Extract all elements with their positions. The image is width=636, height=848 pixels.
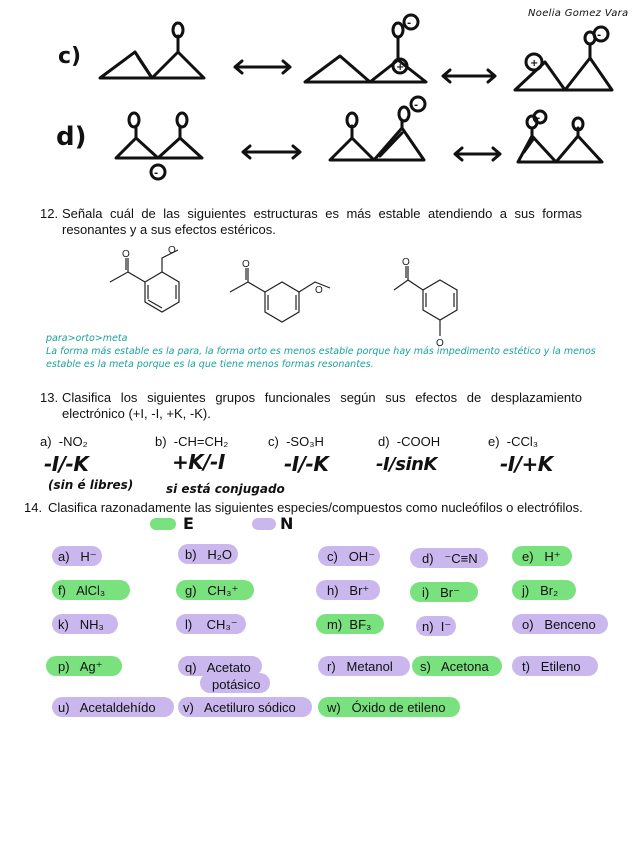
- q13-group-d: d) -COOH: [378, 434, 441, 449]
- item-u: u) Acetaldehído: [58, 700, 156, 715]
- item-j: j) Br₂: [522, 583, 559, 598]
- svg-text:O: O: [436, 338, 444, 349]
- svg-text:-: -: [536, 113, 541, 124]
- item-c: c) OH⁻: [327, 549, 376, 564]
- q13-answer-d: -I/sinK: [376, 454, 437, 475]
- item-e: e) H⁺: [522, 549, 561, 564]
- svg-text:O: O: [402, 257, 410, 268]
- q14-text: Clasifica razonadamente las siguientes especies/compuestos como nucleófilos o electrófilos.: [48, 500, 583, 515]
- svg-text:-: -: [407, 18, 412, 29]
- q13-answer-a: -I/-K: [44, 452, 89, 476]
- q13-text: Clasifica los siguientes grupos funcionales según sus efectos de desplazamiento electrónico (+I, -I, +K, -K).: [62, 390, 582, 421]
- q13-answer-e: -I/+K: [500, 452, 553, 476]
- item-a: a) H⁻: [58, 549, 97, 564]
- q13-group-c: c) -SO₃H: [268, 434, 324, 449]
- item-g: g) CH₃⁺: [185, 583, 239, 598]
- item-f: f) AlCl₃: [58, 583, 106, 598]
- q13-note-a: (sin é libres): [48, 478, 134, 492]
- item-p: p) Ag⁺: [58, 659, 103, 674]
- svg-text:+: +: [396, 62, 405, 73]
- item-i: i) Br⁻: [422, 585, 460, 600]
- svg-text:+: +: [530, 58, 539, 69]
- q13-number: 13.: [40, 390, 59, 405]
- q13-note-b: si está conjugado: [166, 482, 285, 496]
- svg-text:O: O: [315, 285, 323, 296]
- svg-text:O: O: [168, 245, 176, 256]
- q12-text: Señala cuál de las siguientes estructuras es más estable atendiendo a sus formas resonantes y a sus efectos estéricos.: [62, 206, 582, 237]
- item-d: d) ⁻C≡N: [422, 551, 478, 566]
- legend-electrophile-swatch: [150, 518, 176, 530]
- item-w: w) Óxido de etileno: [327, 700, 446, 715]
- legend-nucleophile-swatch: [252, 518, 276, 530]
- item-l: l) CH₃⁻: [185, 617, 238, 632]
- q13-group-b: b) -CH=CH₂: [155, 434, 229, 449]
- svg-text:-: -: [414, 100, 419, 111]
- item-m: m) BF₃: [327, 617, 372, 632]
- svg-text:O: O: [242, 259, 250, 270]
- item-b: b) H₂O: [185, 547, 232, 562]
- item-q: q) Acetato potásico: [185, 660, 261, 692]
- q12-note-1: para>orto>meta: [46, 333, 128, 344]
- svg-text:-: -: [154, 168, 159, 179]
- q13-answer-c: -I/-K: [284, 452, 329, 476]
- item-n: n) I⁻: [422, 619, 452, 634]
- q12-note-2: La forma más estable es la para, la forma orto es menos estable porque hay más impedimento estético y la menos: [46, 346, 596, 357]
- svg-text:O: O: [122, 249, 130, 260]
- item-v: v) Acetiluro sódico: [183, 700, 296, 715]
- item-t: t) Etileno: [522, 659, 581, 674]
- q13-group-e: e) -CCl₃: [488, 434, 539, 449]
- q14-number: 14.: [24, 500, 43, 515]
- q12-note-3: estable es la meta porque es la que tiene menos formas resonantes.: [46, 359, 374, 370]
- svg-text:-: -: [597, 30, 602, 41]
- item-k: k) NH₃: [58, 617, 104, 632]
- label-d: d): [56, 122, 87, 152]
- q13-answer-b: +K/-I: [172, 450, 225, 474]
- legend-electrophile-label: E: [183, 514, 194, 533]
- q12-number: 12.: [40, 206, 59, 221]
- item-r: r) Metanol: [327, 659, 393, 674]
- item-s: s) Acetona: [420, 659, 489, 674]
- label-c: c): [58, 44, 82, 69]
- legend-nucleophile-label: N: [280, 514, 294, 533]
- q13-group-a: a) -NO₂: [40, 434, 88, 449]
- author-name: Noelia Gomez Vara: [528, 8, 629, 19]
- item-o: o) Benceno: [522, 617, 596, 632]
- item-h: h) Br⁺: [327, 583, 370, 598]
